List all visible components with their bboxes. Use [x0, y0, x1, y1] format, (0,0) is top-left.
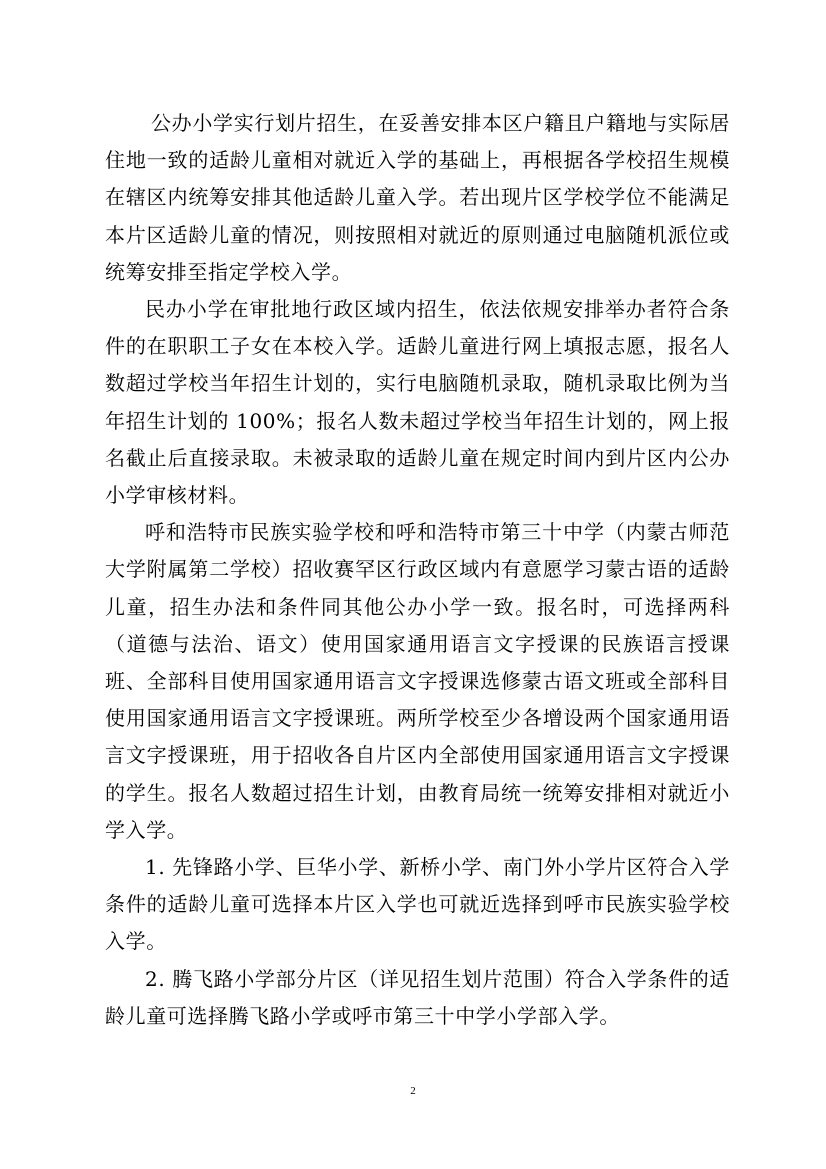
page-number: 2 — [410, 1085, 416, 1097]
document-body — [105, 105, 730, 1035]
paragraph-public-school-enrollment: 公办小学实行划片招生，在妥善安排本区户籍且户籍地与实际居住地一致的适龄儿童相对就近入学的基础上，再根据各学校招生规模在辖区内统筹安排其他适龄儿童入学。若出现片区学校学位不能满足本片区适龄儿童的情况，则按照相对就近的原则通过电脑随机派位或统筹安排至指定学校入学。 — [105, 111, 730, 284]
paragraph-item-2: 2. 腾飞路小学部分片区（详见招生划片范围）符合入学条件的适龄儿童可选择腾飞路小学或呼市第三十中学小学部入学。 — [105, 966, 730, 1028]
paragraph-ethnic-language-schools: 呼和浩特市民族实验学校和呼和浩特市第三十中学（内蒙古师范大学附属第二学校）招收赛罕区行政区域内有意愿学习蒙古语的适龄儿童，招生办法和条件同其他公办小学一致。报名时，可选择两科（道德与法治、语文）使用国家通用语言文字授课的民族语言授课班、全部科目使用国家通用语言文字授课选修蒙古语文班或全部科目使用国家通用语言文字授课班。两所学校至少各增设两个国家通用语言文字授课班，用于招收各自片区内全部使用国家通用语言文字授课的学生。报名人数超过招生计划，由教育局统一统筹安排相对就近小学入学。 — [105, 520, 730, 842]
paragraph-item-1: 1. 先锋路小学、巨华小学、新桥小学、南门外小学片区符合入学条件的适龄儿童可选择本片区入学也可就近选择到呼市民族实验学校入学。 — [105, 855, 730, 954]
paragraph-private-school-enrollment: 民办小学在审批地行政区域内招生，依法依规安排举办者符合条件的在职职工子女在本校入学。适龄儿童进行网上填报志愿，报名人数超过学校当年招生计划的，实行电脑随机录取，随机录取比例为当年招生计划的 100%；报名人数未超过学校当年招生计划的，网上报名截止后直接录取。未被录取的适龄儿童在规定时间内到片区内公办小学审核材料。 — [105, 297, 730, 508]
